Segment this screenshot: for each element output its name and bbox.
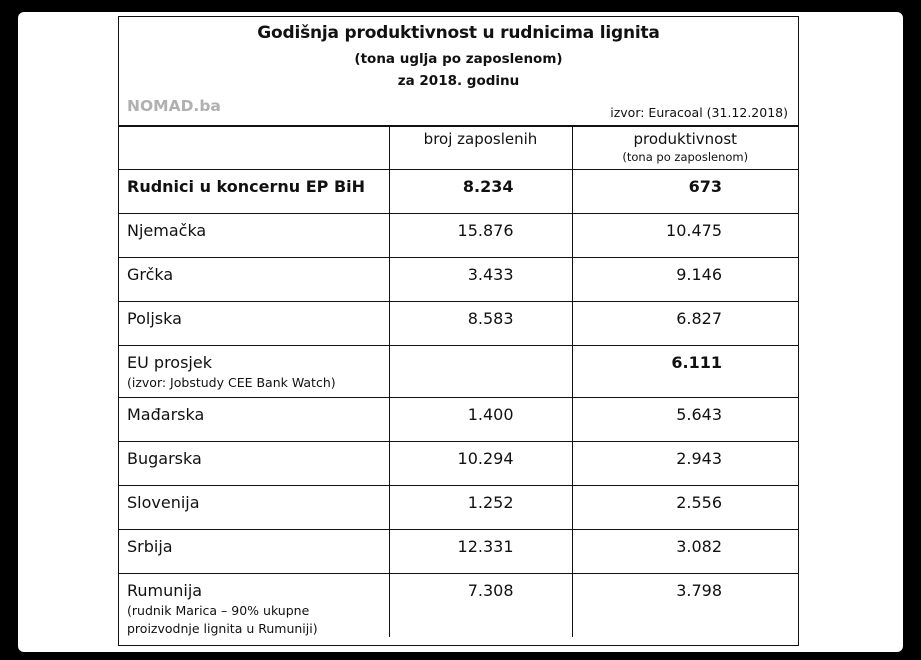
paper-sheet [18, 12, 903, 652]
row-employees: 3.433 [389, 258, 572, 302]
row-name: Njemačka [119, 214, 389, 258]
row-employees: 10.294 [389, 442, 572, 486]
data-table [119, 125, 798, 637]
row-employees: 1.252 [389, 486, 572, 530]
table-row [119, 214, 798, 258]
table-year: za 2018. godinu [397, 73, 520, 89]
row-productivity: 10.475 [572, 214, 798, 258]
row-employees: 7.308 [389, 574, 572, 638]
row-employees: 12.331 [389, 530, 572, 574]
row-name: Bugarska [119, 442, 389, 486]
row-name: Mađarska [119, 398, 389, 442]
row-productivity: 6.827 [572, 302, 798, 346]
productivity-table-frame [118, 16, 799, 646]
table-row [119, 442, 798, 486]
source-note: izvor: Euracoal (31.12.2018) [610, 105, 788, 120]
table-row [119, 302, 798, 346]
column-header-productivity [572, 126, 798, 170]
row-employees: 8.583 [389, 302, 572, 346]
table-row [119, 530, 798, 574]
brand-watermark: NOMAD.ba [127, 97, 221, 115]
row-name: EU prosjek [127, 353, 212, 372]
row-productivity: 2.943 [572, 442, 798, 486]
column-header-row [119, 126, 798, 170]
row-productivity: 9.146 [572, 258, 798, 302]
row-employees: 15.876 [389, 214, 572, 258]
table-row [119, 258, 798, 302]
row-name: Slovenija [119, 486, 389, 530]
row-note-line2: proizvodnje lignita u Rumuniji) [127, 620, 318, 636]
table-row [119, 346, 798, 398]
row-name: Srbija [119, 530, 389, 574]
row-employees [389, 346, 572, 398]
table-header [119, 17, 798, 127]
row-productivity: 2.556 [572, 486, 798, 530]
table-row [119, 398, 798, 442]
table-subtitle: (tona uglja po zaposlenom) [354, 51, 563, 67]
row-productivity: 6.111 [572, 346, 798, 398]
row-name: Poljska [119, 302, 389, 346]
column-header-productivity-unit: (tona po zaposlenom) [622, 150, 749, 164]
column-header-productivity-label: produktivnost [633, 130, 738, 148]
row-name: Rudnici u koncernu EP BiH [119, 170, 389, 214]
row-employees: 8.234 [389, 170, 572, 214]
table-row [119, 574, 798, 638]
column-header-employees [389, 126, 572, 170]
row-note [127, 602, 389, 637]
row-employees: 1.400 [389, 398, 572, 442]
row-name: Rumunija [127, 581, 203, 600]
table-row [119, 486, 798, 530]
row-productivity: 3.798 [572, 574, 798, 638]
row-name: Grčka [119, 258, 389, 302]
row-note: (izvor: Jobstudy CEE Bank Watch) [127, 375, 336, 390]
row-name-cell [119, 574, 389, 638]
row-name-cell [119, 346, 389, 398]
table-row [119, 170, 798, 214]
column-header-employees-label: broj zaposlenih [423, 130, 538, 148]
row-note-line1: (rudnik Marica – 90% ukupne [127, 603, 310, 618]
row-productivity: 673 [572, 170, 798, 214]
row-productivity: 5.643 [572, 398, 798, 442]
row-productivity: 3.082 [572, 530, 798, 574]
column-header-country [119, 126, 389, 170]
table-title: Godišnja produktivnost u rudnicima lignita [257, 23, 660, 43]
